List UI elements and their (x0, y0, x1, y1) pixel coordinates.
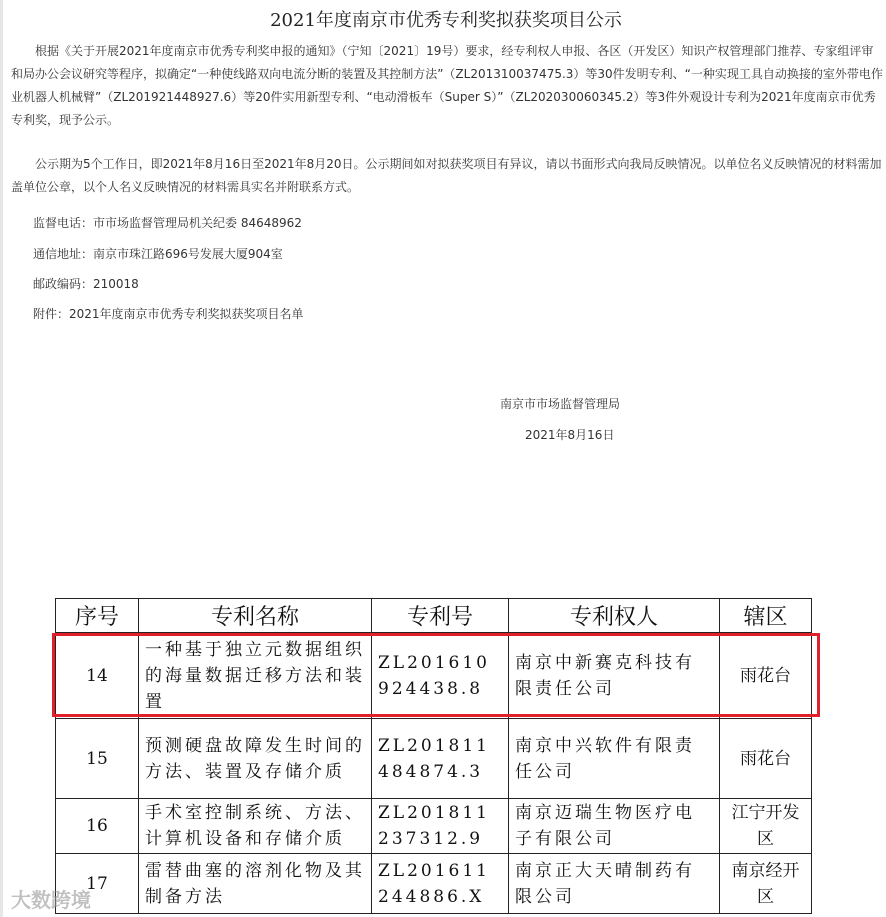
cell-district: 南京经开区 (720, 854, 812, 914)
attachment-link[interactable]: 附件：2021年度南京市优秀专利奖拟获奖项目名单 (33, 307, 304, 321)
table-row (56, 854, 812, 914)
cell-owner: 南京中兴软件有限责任公司 (509, 719, 720, 799)
header-index: 序号 (56, 599, 139, 633)
header-district: 辖区 (720, 599, 812, 633)
signature-org: 南京市市场监督管理局 (500, 397, 621, 411)
cell-number: ZL201811237312.9 (372, 799, 509, 854)
table-row (56, 719, 812, 799)
cell-district: 雨花台 (720, 719, 812, 799)
cell-index: 16 (56, 799, 139, 854)
notice-paragraph: 公示期为5个工作日，即2021年8月16日至2021年8月20日。公示期间如对拟获奖项目有异议，请以书面形式向我局反映情况。以单位名义反映情况的材料需加盖单位公章，以个人名义反映情况的材料需具实名并附联系方式。 (11, 157, 882, 194)
header-owner: 专利权人 (509, 599, 720, 633)
intro-paragraph: 根据《关于开展2021年度南京市优秀专利奖申报的通知》（宁知〔2021〕19号）要求，经专利权人申报、各区（开发区）知识产权管理部门推荐、专家组评审和局办公会议研究等程序，拟确定“一种使线路双向电流分断的装置及其控制方法”（ZL201310037475.3）等30件发明专利、“一种实现工具自动换接的室外带电作业机器人机械臂”（ZL201921448927.6）等20件实用新型专利、“电动滑板车（Super S）”（ZL202030060345.2）等3件外观设计专利为2021年度南京市优秀专利奖，现予公示。 (11, 44, 883, 127)
cell-district: 江宁开发区 (720, 799, 812, 854)
table-row (56, 799, 812, 854)
cell-district: 雨花台 (720, 633, 812, 719)
cell-owner: 南京迈瑞生物医疗电子有限公司 (509, 799, 720, 854)
postal-code: 邮政编码：210018 (33, 277, 139, 291)
page-title: 2021年度南京市优秀专利奖拟获奖项目公示 (270, 10, 622, 31)
signature-date: 2021年8月16日 (525, 428, 615, 442)
cell-number: ZL201811484874.3 (372, 719, 509, 799)
watermark-logo: 大数跨境 (11, 888, 91, 912)
cell-name: 一种基于独立元数据组织的海量数据迁移方法和装置 (139, 633, 372, 719)
supervision-phone: 监督电话：市市场监督管理局机关纪委 84648962 (33, 216, 302, 230)
cell-name: 预测硬盘故障发生时间的方法、装置及存储介质 (139, 719, 372, 799)
header-name: 专利名称 (139, 599, 372, 633)
cell-index: 17 (56, 854, 139, 914)
table-header-row (56, 599, 812, 633)
cell-number: ZL201610924438.8 (372, 633, 509, 719)
cell-index: 14 (56, 633, 139, 719)
header-number: 专利号 (372, 599, 509, 633)
cell-owner: 南京正大天晴制药有限公司 (509, 854, 720, 914)
cell-name: 雷替曲塞的溶剂化物及其制备方法 (139, 854, 372, 914)
highlight-box (52, 633, 820, 717)
address: 通信地址：南京市珠江路696号发展大厦904室 (33, 247, 283, 261)
cell-owner: 南京中新赛克科技有限责任公司 (509, 633, 720, 719)
cell-index: 15 (56, 719, 139, 799)
cell-name: 手术室控制系统、方法、计算机设备和存储介质 (139, 799, 372, 854)
cell-number: ZL201611244886.X (372, 854, 509, 914)
